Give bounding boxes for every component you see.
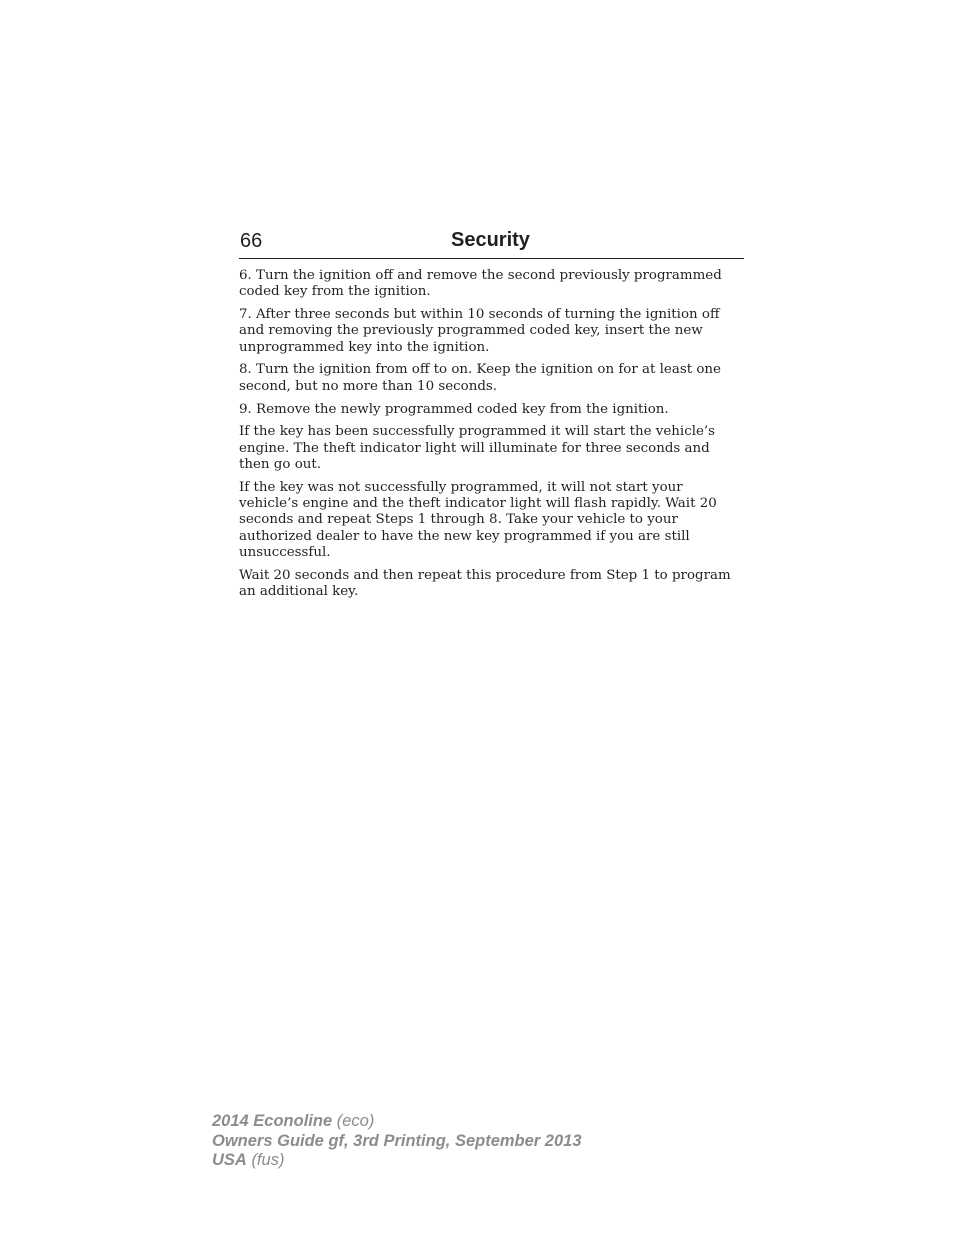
section-title: Security xyxy=(451,229,530,251)
footer-line-region xyxy=(212,1151,582,1171)
paragraph-step-9: 9. Remove the newly programmed coded key from the ignition. xyxy=(239,401,669,417)
paragraph-failure: If the key was not successfully programmed, it will not start your vehicle’s engine and the theft indicator light will flash rapidly. Wait 20 seconds and repeat Steps 1 through 8. Take your vehicle to your authorized dealer to have the new key programmed if you are still unsuccessful. xyxy=(239,479,717,560)
paragraph-step-6: 6. Turn the ignition off and remove the second previously programmed coded key from the ignition. xyxy=(239,268,722,300)
footer-guide: Owners Guide gf, 3rd Printing, September 2013 xyxy=(212,1131,582,1150)
footer-model: 2014 Econoline xyxy=(212,1112,333,1130)
footer-line-model xyxy=(212,1112,582,1132)
footer-region: USA xyxy=(212,1151,247,1169)
footer-line-guide xyxy=(212,1132,582,1152)
body-text xyxy=(239,268,739,607)
paragraph-additional-key: Wait 20 seconds and then repeat this procedure from Step 1 to program an additional key. xyxy=(239,567,731,600)
paragraph-step-7: 7. After three seconds but within 10 seconds of turning the ignition off and removing the previously programmed coded key, insert the new unprogrammed key into the ignition. xyxy=(239,307,720,355)
footer-region-code: (fus) xyxy=(251,1151,285,1169)
page-footer xyxy=(212,1112,582,1171)
paragraph-step-8: 8. Turn the ignition from off to on. Keep the ignition on for at least one second, but no more than 10 seconds. xyxy=(239,362,721,394)
footer-model-code: (eco) xyxy=(336,1112,375,1130)
page-header xyxy=(239,228,744,259)
paragraph-success: If the key has been successfully programmed it will start the vehicle’s engine. The theft indicator light will illuminate for three seconds and then go out. xyxy=(239,424,716,472)
page-number: 66 xyxy=(240,230,263,252)
